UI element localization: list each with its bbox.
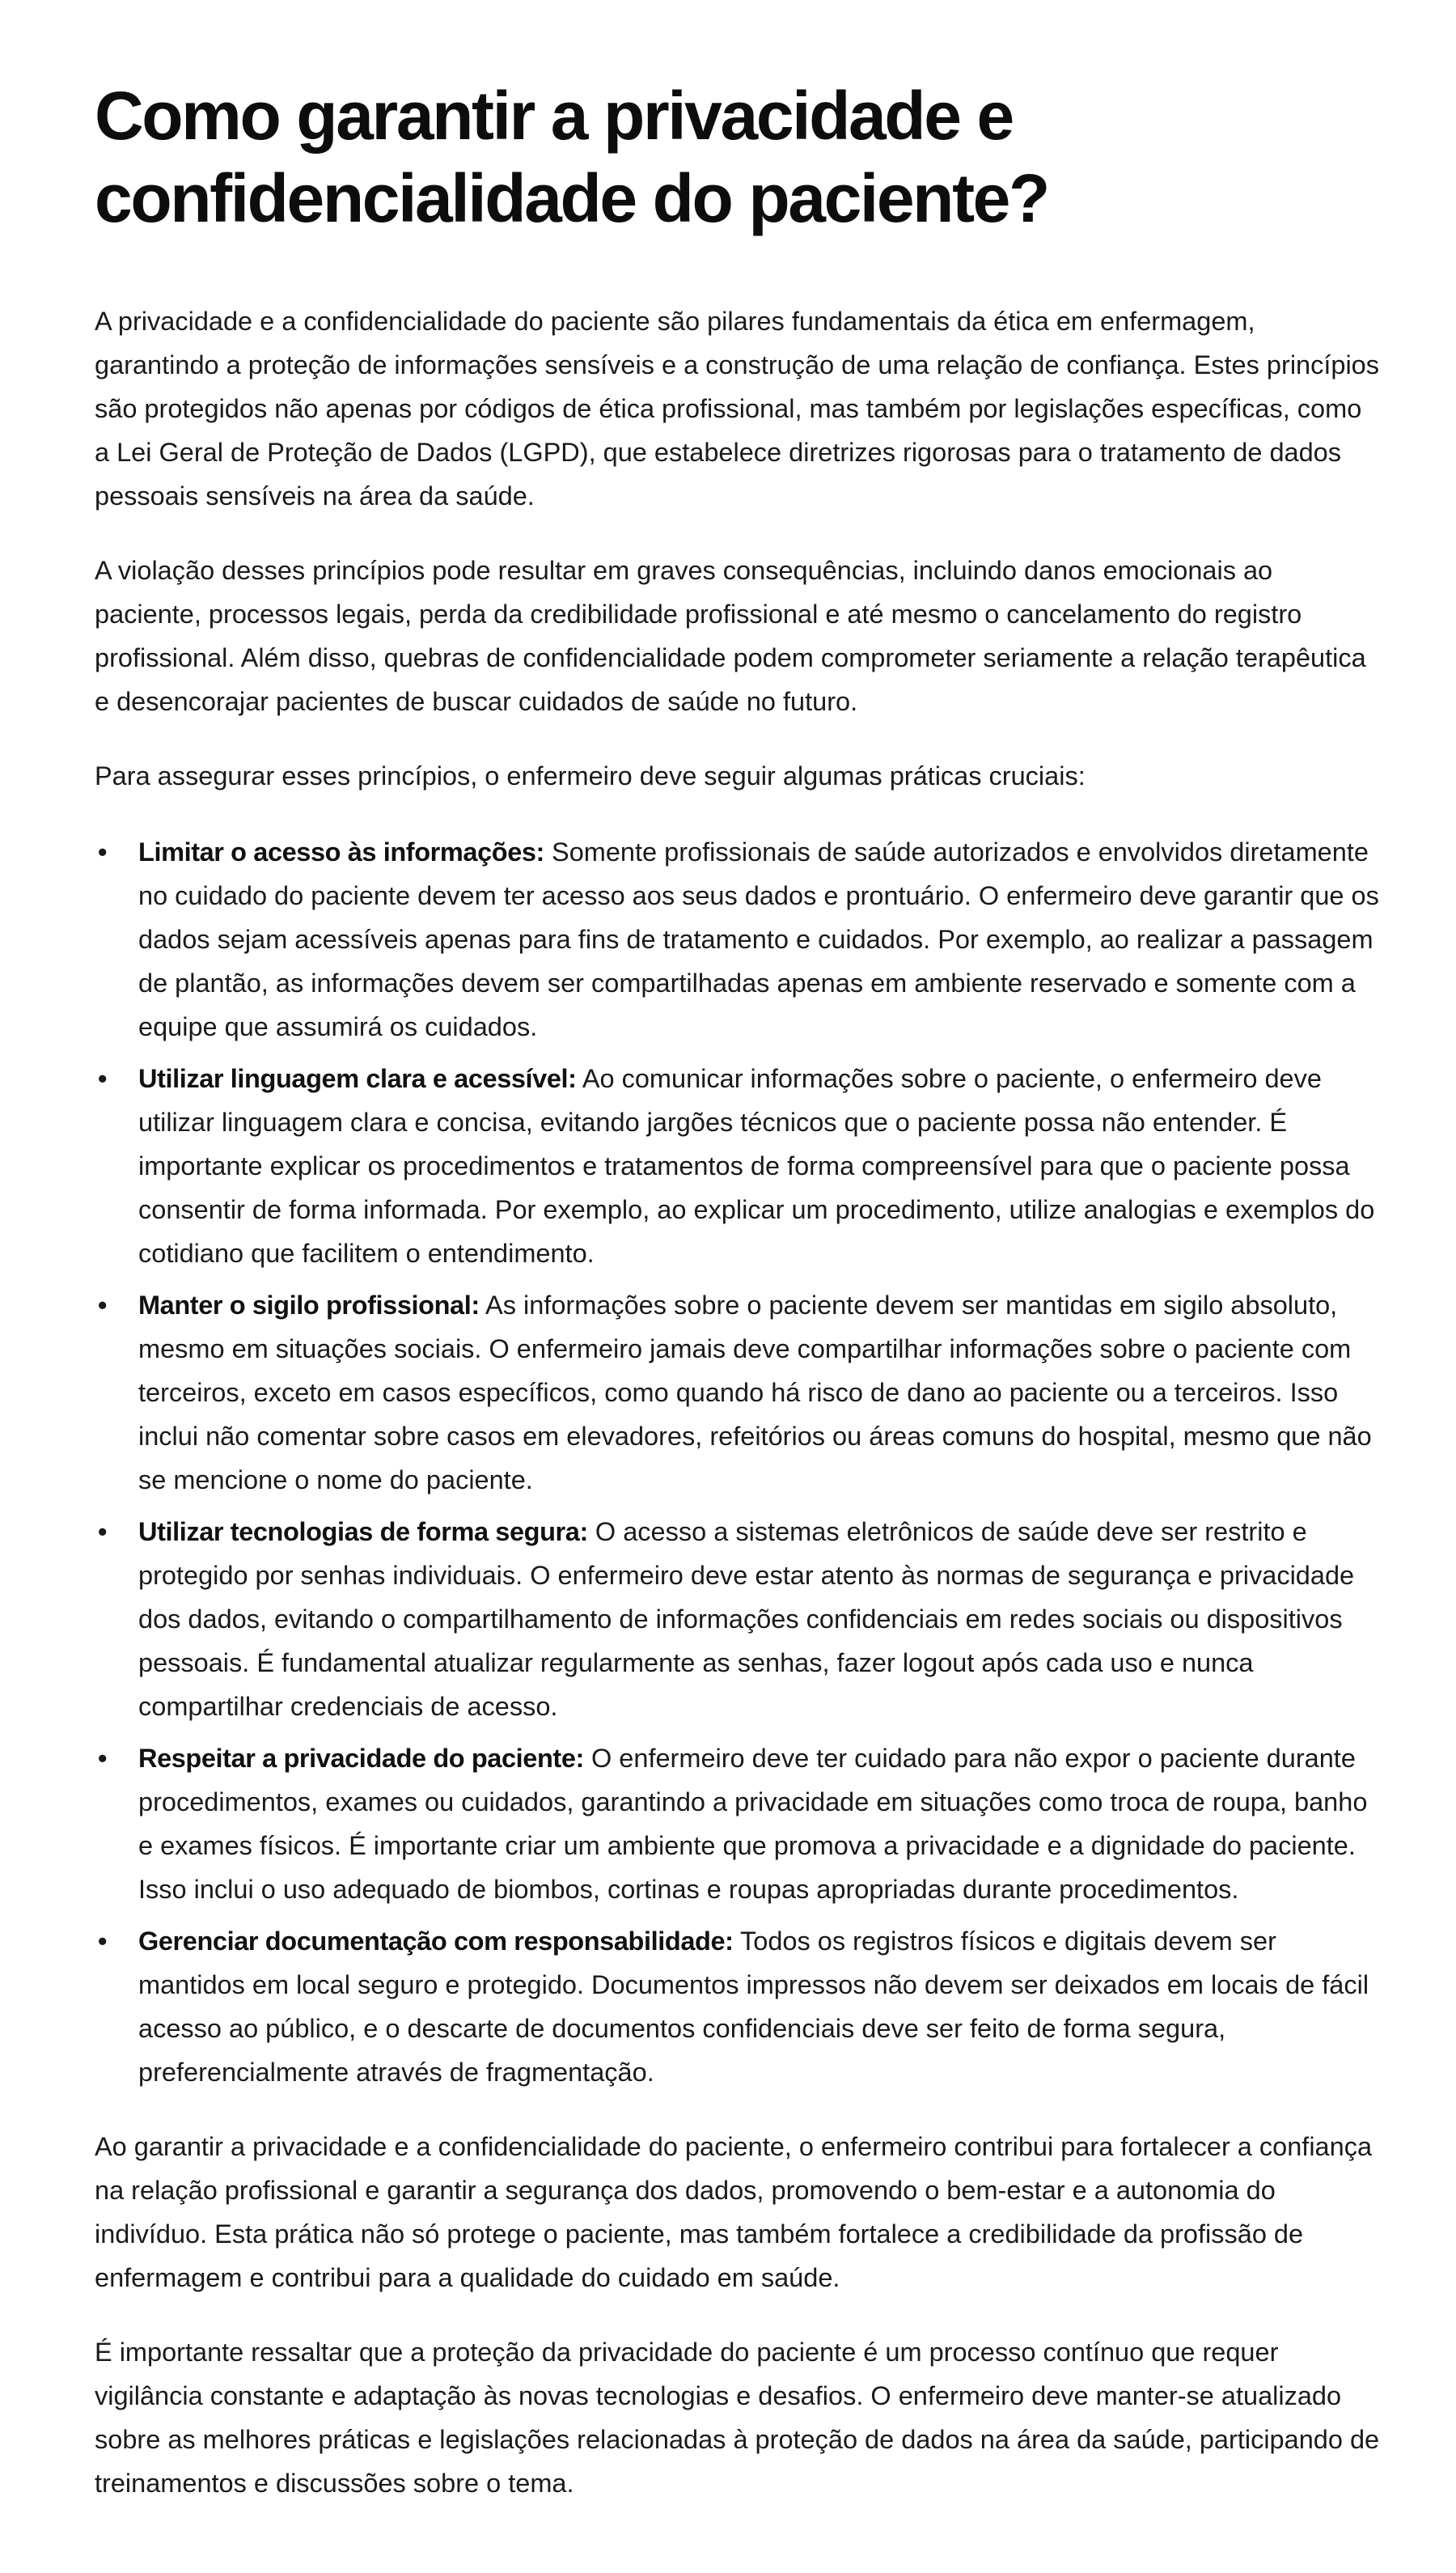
practices-list xyxy=(95,830,1382,2094)
list-item-limit-access xyxy=(95,830,1382,1049)
list-item-clear-language xyxy=(95,1057,1382,1275)
list-item-title: Utilizar tecnologias de forma segura: xyxy=(138,1517,588,1546)
closing-paragraph-1: Ao garantir a privacidade e a confidencialidade do paciente, o enfermeiro contribui para fortalecer a confiança na relação profissional e garantir a segurança dos dados, promovendo o bem-estar e a autonomia do indivíduo. Esta prática não só protege o paciente, mas também fortalece a credibilidade da profissão de enfermagem e contribui para a qualidade do cuidado em saúde. xyxy=(95,2132,1373,2292)
list-item-text: Somente profissionais de saúde autorizados e envolvidos diretamente no cuidado do paciente devem ter acesso aos seus dados e prontuário. O enfermeiro deve garantir que os dados sejam acessíveis apenas para fins de tratamento e cuidados. Por exemplo, ao realizar a passagem de plantão, as informações devem ser compartilhadas apenas em ambiente reservado e somente com a equipe que assumirá os cuidados. xyxy=(138,837,1379,1041)
bullet-icon: • xyxy=(98,1517,108,1546)
list-item-text: Ao comunicar informações sobre o paciente, o enfermeiro deve utilizar linguagem clara e concisa, evitando jargões técnicos que o paciente possa não entender. É importante explicar os procedimentos e tratamentos de forma compreensível para que o paciente possa consentir de forma informada. Por exemplo, ao explicar um procedimento, utilize analogias e exemplos do cotidiano que facilitem o entendimento. xyxy=(138,1064,1375,1268)
list-item-text: O acesso a sistemas eletrônicos de saúde deve ser restrito e protegido por senhas individuais. O enfermeiro deve estar atento às normas de segurança e privacidade dos dados, evitando o compartilhamento de informações confidenciais em redes sociais ou dispositivos pessoais. É fundamental atualizar regularmente as senhas, fazer logout após cada uso e nunca compartilhar credenciais de acesso. xyxy=(138,1517,1355,1721)
list-item-title: Utilizar linguagem clara e acessível: xyxy=(138,1064,577,1093)
intro-paragraph-2: A violação desses princípios pode resultar em graves consequências, incluindo danos emocionais ao paciente, processos legais, perda da credibilidade profissional e até mesmo o cancelamento do registro profissional. Além disso, quebras de confidencialidade podem comprometer seriamente a relação terapêutica e desencorajar pacientes de buscar cuidados de saúde no futuro. xyxy=(95,556,1366,716)
list-item-title: Manter o sigilo profissional: xyxy=(138,1291,480,1320)
bullet-icon: • xyxy=(98,1291,108,1320)
list-item-title: Gerenciar documentação com responsabilidade: xyxy=(138,1927,734,1956)
list-item-text: As informações sobre o paciente devem ser mantidas em sigilo absoluto, mesmo em situações sociais. O enfermeiro jamais deve compartilhar informações sobre o paciente com terceiros, exceto em casos específicos, como quando há risco de dano ao paciente ou a terceiros. Isso inclui não comentar sobre casos em elevadores, refeitórios ou áreas comuns do hospital, mesmo que não se mencione o nome do paciente. xyxy=(138,1291,1372,1494)
bullet-icon: • xyxy=(98,1064,108,1093)
list-item-title: Respeitar a privacidade do paciente: xyxy=(138,1744,584,1773)
list-item-text: O enfermeiro deve ter cuidado para não expor o paciente durante procedimentos, exames ou cuidados, garantindo a privacidade em situações como troca de roupa, banho e exames físicos. É importante criar um ambiente que promova a privacidade e a dignidade do paciente. Isso inclui o uso adequado de biombos, cortinas e roupas apropriadas durante procedimentos. xyxy=(138,1744,1368,1904)
intro-paragraph-1: A privacidade e a confidencialidade do paciente são pilares fundamentais da ética em enfermagem, garantindo a proteção de informações sensíveis e a construção de uma relação de confiança. Estes princípios são protegidos não apenas por códigos de ética profissional, mas também por legislações específicas, como a Lei Geral de Proteção de Dados (LGPD), que estabelece diretrizes rigorosas para o tratamento de dados pessoais sensíveis na área da saúde. xyxy=(95,307,1380,511)
bullet-icon: • xyxy=(98,1927,108,1956)
bullet-icon: • xyxy=(98,837,108,867)
practices-intro: Para assegurar esses princípios, o enfermeiro deve seguir algumas práticas cruciais: xyxy=(95,761,1086,791)
bullet-icon: • xyxy=(98,1744,108,1773)
list-item-title: Limitar o acesso às informações: xyxy=(138,837,544,867)
list-item-professional-secrecy xyxy=(95,1283,1382,1502)
list-item-text: Todos os registros físicos e digitais devem ser mantidos em local seguro e protegido. Documentos impressos não devem ser deixados em locais de fácil acesso ao público, e o descarte de documentos confidenciais deve ser feito de forma segura, preferencialmente através de fragmentação. xyxy=(138,1927,1369,2087)
page-title: Como garantir a privacidade e confidencialidade do paciente? xyxy=(95,78,1048,236)
list-item-documentation xyxy=(95,1919,1382,2094)
closing-paragraph-2: É importante ressaltar que a proteção da privacidade do paciente é um processo contínuo que requer vigilância constante e adaptação às novas tecnologias e desafios. O enfermeiro deve manter-se atualizado sobre as melhores práticas e legislações relacionadas à proteção de dados na área da saúde, participando de treinamentos e discussões sobre o tema. xyxy=(95,2338,1380,2498)
list-item-respect-privacy xyxy=(95,1736,1382,1911)
list-item-secure-technology xyxy=(95,1510,1382,1728)
